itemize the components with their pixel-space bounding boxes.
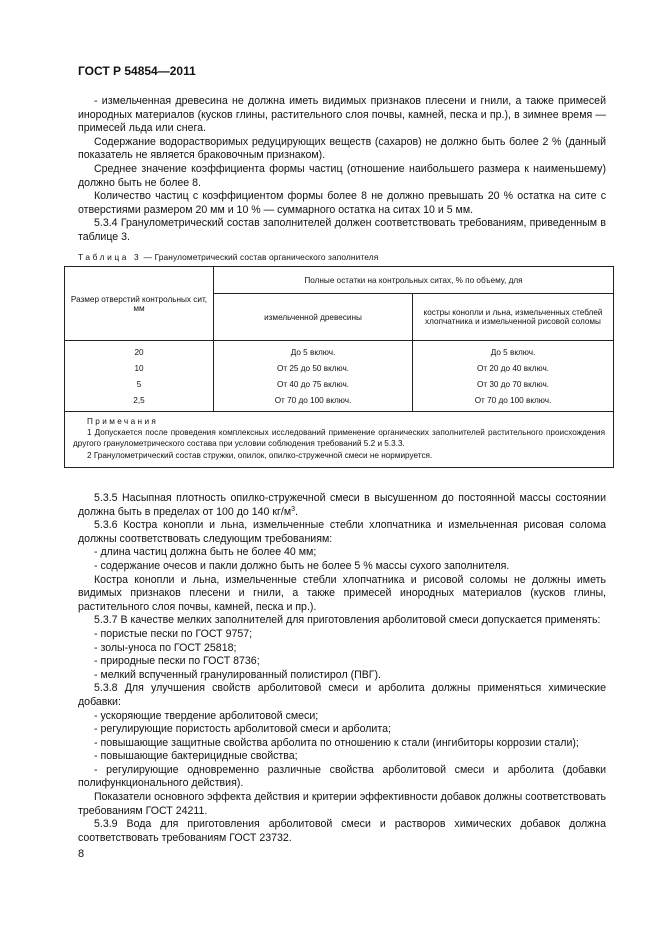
header-wood: измельченной древесины [214,294,413,341]
paragraph-text-end: . [295,505,298,518]
list-item: - содержание очесов и пакли должно быть не более 5 % массы сухого заполнителя. [94,559,510,572]
document-header: ГОСТ Р 54854—2011 [78,64,196,78]
cell-straw: От 20 до 40 включ. [413,360,614,376]
list-item: - природные пески по ГОСТ 8736; [94,655,260,668]
table-caption [78,252,378,262]
table-row [65,360,614,376]
cell-wood: До 5 включ. [214,341,413,361]
list-item: - повышающие защитные свойства арболита по отношению к стали (ингибиторы коррозии стали); [94,736,579,749]
cell-size: 5 [65,376,214,392]
header-straw: костры конопли и льна, измельченных стеблей хлопчатника и измельченной рисовой соломы [413,294,614,341]
list-item: - пористые пески по ГОСТ 9757; [94,627,253,640]
paragraph: 5.3.8 Для улучшения свойств арболитовой смеси и арболита должны применяться химические добавки: [78,682,606,708]
list-item: - регулирующие пористость арболитовой смеси и арболита; [94,723,391,736]
paragraph: Показатели основного эффекта действия и критерии эффективности добавок должны соответствовать требованиям ГОСТ 24211. [78,791,606,817]
paragraph: 5.3.9 Вода для приготовления арболитовой смеси и растворов химических добавок должна соответствовать требованиям ГОСТ 23732. [78,818,606,844]
note-item: 1 Допускается после проведения комплексных исследований применение органических заполнителей растительного происхождения другого гранулометрического состава при условии соблюдения требований 5.2 и 5.3.3. [73,428,605,449]
list-item: - регулирующие одновременно различные свойства арболитовой смеси и арболита (добавки полифункционального действия). [78,763,606,790]
granulometry-table [64,266,614,468]
cell-wood: От 70 до 100 включ. [214,392,413,412]
header-group: Полные остатки на контрольных ситах, % по объему, для [214,267,614,294]
cell-straw: От 70 до 100 включ. [413,392,614,412]
list-item: - повышающие бактерицидные свойства; [94,750,298,763]
paragraph: 5.3.4 Гранулометрический состав заполнителей должен соответствовать требованиям, приведенным в таблице 3. [78,217,606,243]
cell-wood: От 40 до 75 включ. [214,376,413,392]
cell-straw: От 30 до 70 включ. [413,376,614,392]
cell-size: 20 [65,341,214,361]
paragraph-5-3-5 [78,492,606,519]
text-block-top [78,95,606,245]
table-caption-label: Таблица 3 [78,252,142,262]
table-row [65,376,614,392]
list-item: - мелкий вспученный гранулированный полистирол (ПВГ). [94,668,381,681]
header-sieve-size: Размер отверстий контрольных сит, мм [65,267,214,341]
paragraph: Содержание водорастворимых редуцирующих веществ (сахаров) не должно быть более 2 % (данный показатель не является браковочным признаком). [78,135,606,162]
table-notes-row [65,412,614,468]
page-number: 8 [78,848,85,860]
paragraph-text: 5.3.5 Насыпная плотность опилко-стружечной смеси в высушенном до постоянной массы состоянии должна быть в пределах от 100 до 140 кг/м [78,492,606,518]
paragraph: Кострa конопли и льна, измельченные стебли хлопчатника и рисовой соломы не должны иметь видимых признаков плесени и гнили, а также примесей инородных материалов (кусков глины, растительного слоя почвы, камней, песка и пр.). [78,573,606,613]
table-header-row [65,267,614,294]
cell-size: 2,5 [65,392,214,412]
list-item: - золы-уноса по ГОСТ 25818; [94,641,237,654]
notes-title: Примечания [87,417,159,426]
superscript: 3 [291,505,296,513]
paragraph: Среднее значение коэффициента формы частиц (отношение наибольшего размера к наименьшему) должно быть не более 8. [78,162,606,189]
paragraph: 5.3.6 Кострa конопли и льна, измельченные стебли хлопчатника и измельченная рисовая солома должны соответствовать следующим требованиям: [78,519,606,545]
table-row [65,341,614,361]
text-block-bottom [78,492,606,845]
list-item: - ускоряющие твердение арболитовой смеси; [94,709,319,722]
list-item: - длина частиц должна быть не более 40 мм; [94,546,317,559]
cell-size: 10 [65,360,214,376]
paragraph: Количество частиц с коэффициентом формы более 8 не должно превышать 20 % остатка на сите с отверстиями размером 20 мм и 10 % — суммарного остатка на ситах 10 и 5 мм. [78,190,606,216]
paragraph: - измельченная древесина не должна иметь видимых признаков плесени и гнили, а также примесей инородных материалов (кусков глины, растительного слоя почвы, камней, песка и пр.), в зимнее время — примесей льда или снега. [78,95,606,135]
table-notes [65,412,614,468]
cell-wood: От 25 до 50 включ. [214,360,413,376]
cell-straw: До 5 включ. [413,341,614,361]
note-item: 2 Гранулометрический состав стружки, опилок, опилко-стружечной смеси не нормируется. [87,450,433,460]
table-caption-text: — Гранулометрический состав органического заполнителя [141,252,379,262]
table-row [65,392,614,412]
paragraph: 5.3.7 В качестве мелких заполнителей для приготовления арболитовой смеси допускается применять: [94,614,601,627]
